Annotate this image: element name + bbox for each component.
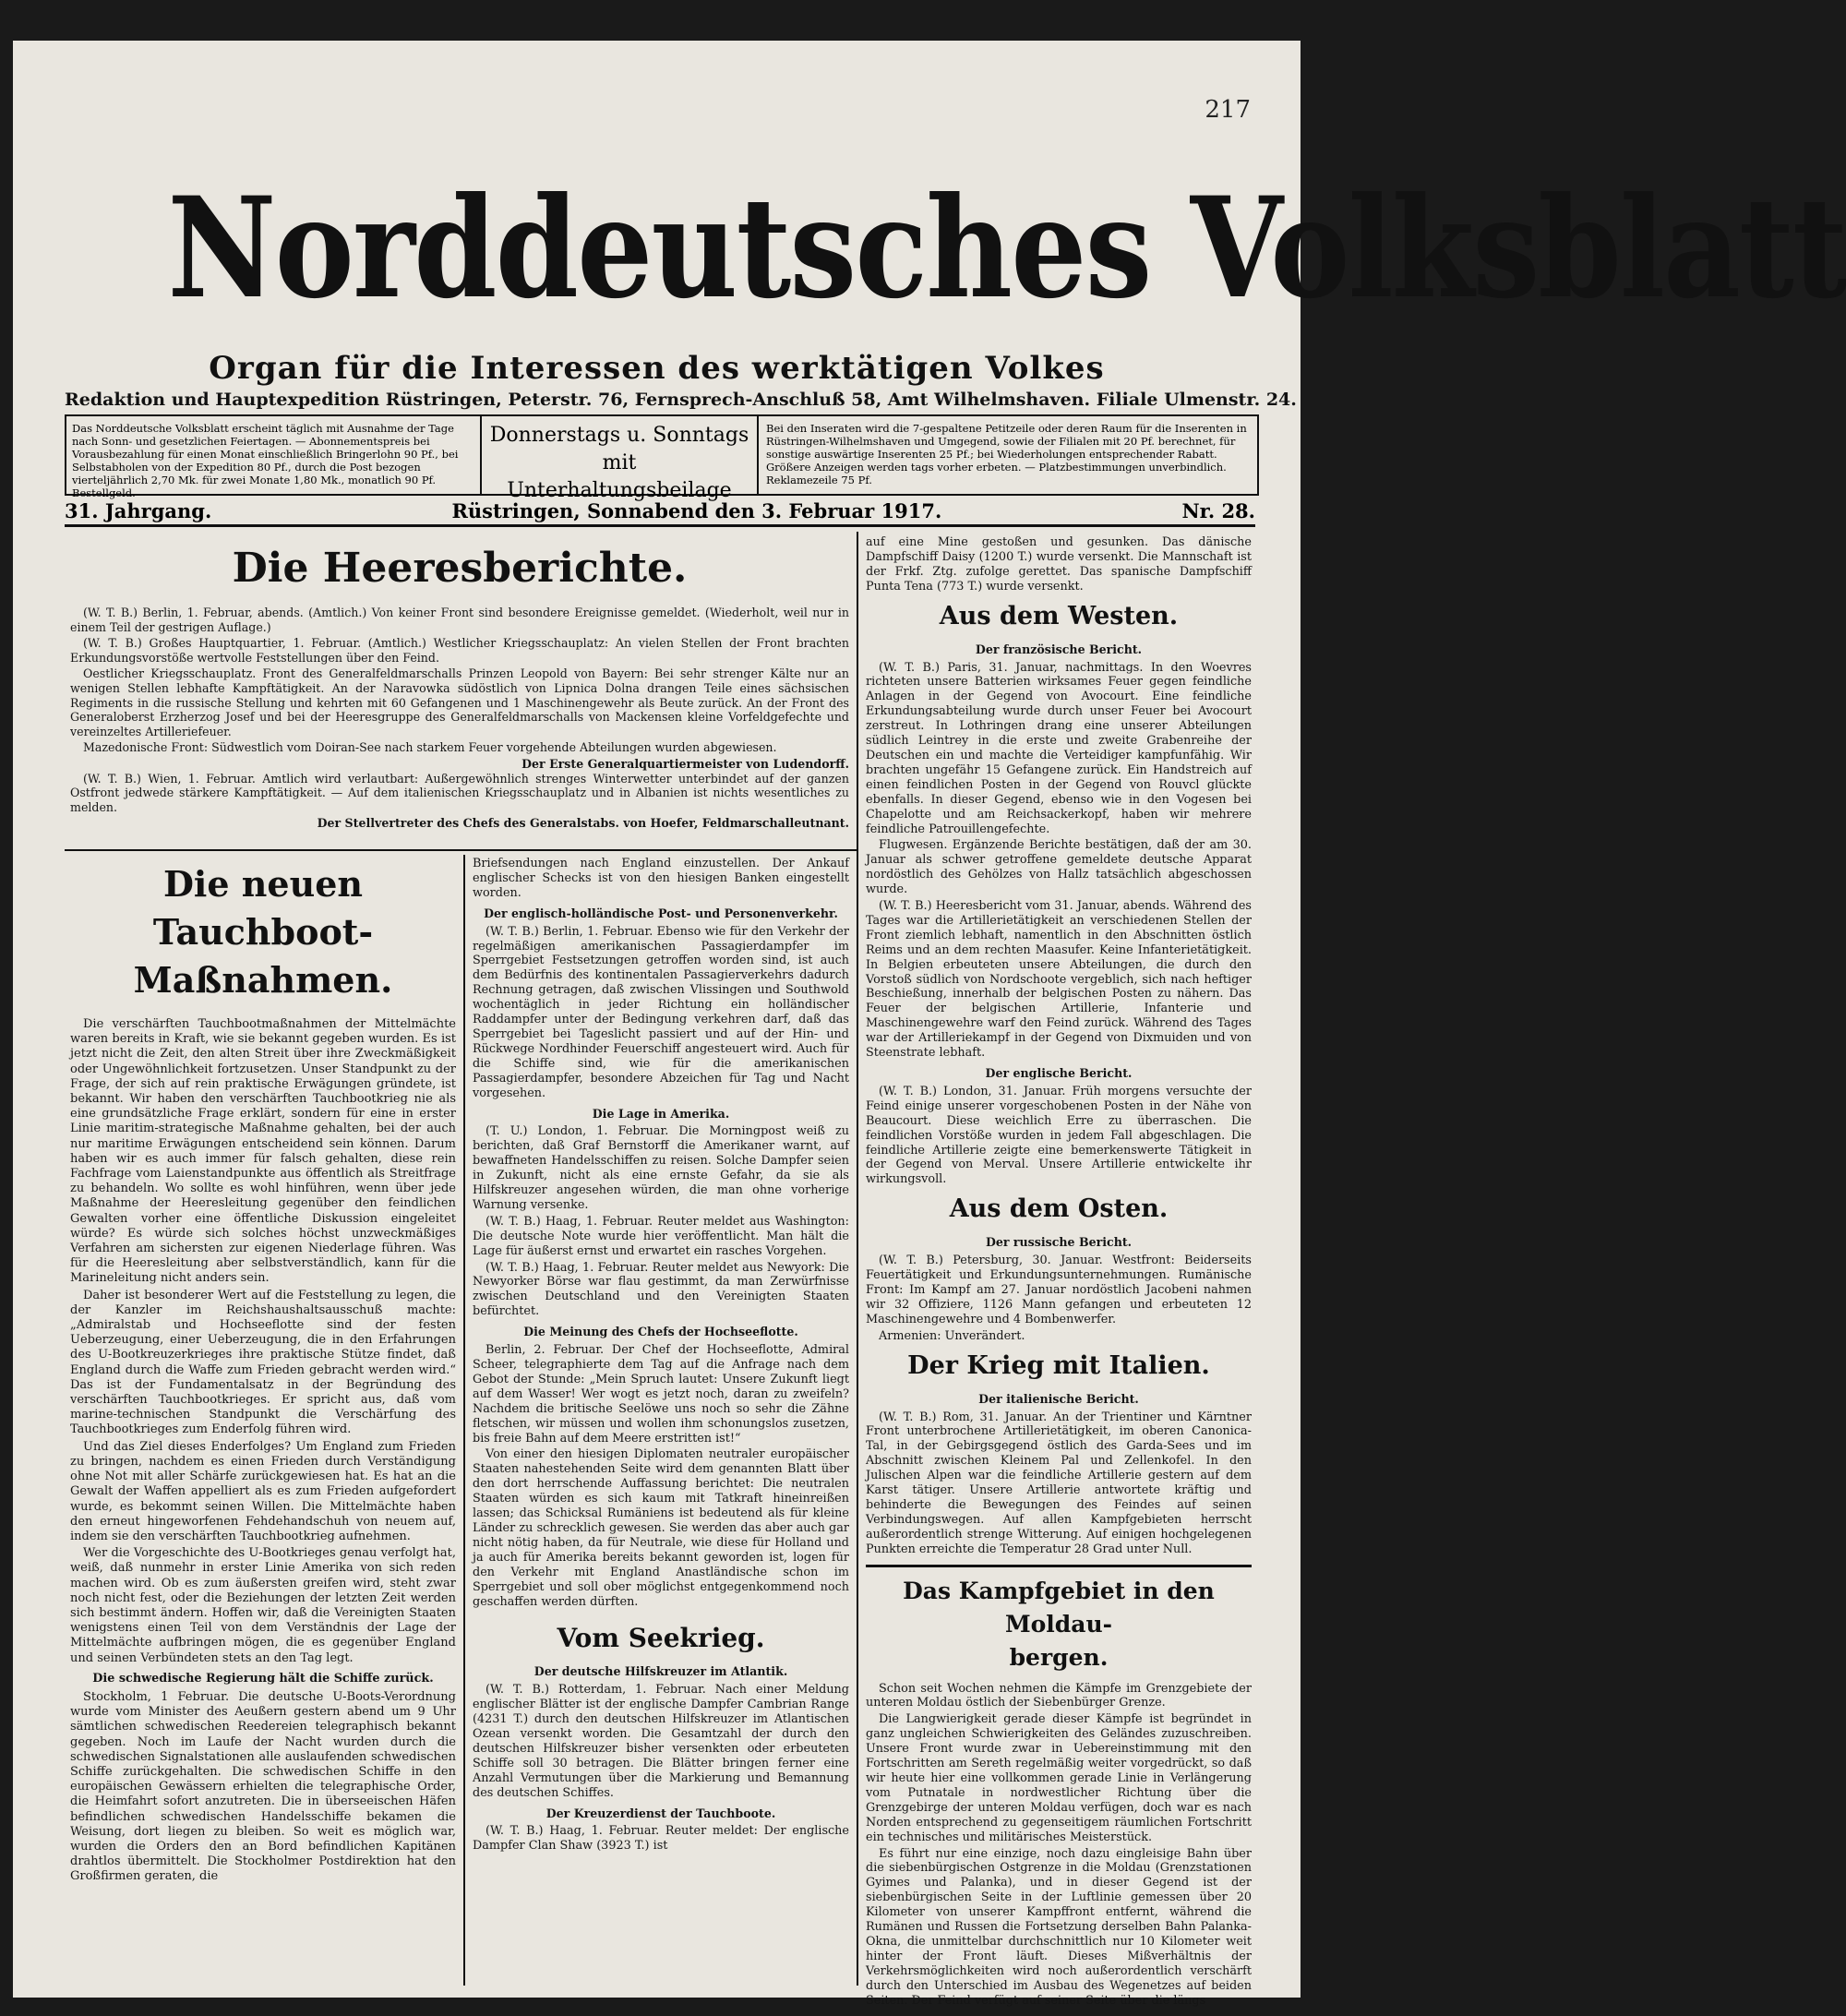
ital-paragraph: (W. T. B.) Rom, 31. Januar. An der Trientiner und Kärntner Front unterbrochene Artillerietätigkeit, im oberen Canonica-Tal, in der Gebirgsgegend östlich des Garda-Sees und im Abschnitt zwischen Kleinem Pal und Zellenkofel. In den Julischen Alpen war die feindliche Artillerie gestern auf dem Karst tätiger. Unsere Artillerie antwortete kräftig und behinderte die Bewegungen des Feindes auf seinen Verbindungswegen. Auf allen Kampfgebieten herrscht außerordentlich strenge Witterung. Auf einigen hochgelegenen Punkten erreichte die Temperatur 28 Grad unter Null. — [866, 1410, 1252, 1556]
osten-headline: Aus dem Osten. — [949, 1194, 1169, 1224]
tauchboot-article — [70, 860, 456, 1982]
subheading-italienisch: Der italienische Bericht. — [978, 1391, 1139, 1406]
hochsee-paragraph: Berlin, 2. Februar. Der Chef der Hochseeflotte, Admiral Scheer, telegraphierte dem Tag auf die Anfrage nach dem Gebot der Stunde: „Mein Spruch lautet: Unsere Zukunft liegt auf dem Wasser! Wer wogt es jetzt noch, daran zu zweifeln? Nachdem die britische Seelöwe uns noch so sehr die Zähne fletschen, wir müssen und wollen ihm schonungslos zusetzen, bis freie Bahn auf dem Meere erstritten ist!“ — [473, 1343, 849, 1446]
middle-column — [473, 857, 849, 1983]
italien-headline: Der Krieg mit Italien. — [907, 1350, 1210, 1380]
tauchboot-paragraph: Wer die Vorgeschichte des U-Bootkrieges genau verfolgt hat, weiß, daß nunmehr in erster Linie Amerika von sich reden machen wird. Ob es zum äußersten greifen wird, steht zwar noch nicht fest, oder die Beziehungen der letzten Zeit werden sich bestimmt ändern. Hoffen wir, daß die Vereinigten Staaten wenigstens einen Teil von dem Verständnis der Lage der Mittelmächte aufbringen mögen, die es gegenüber England und seinen Verbündeten stets an den Tag legt. — [70, 1546, 456, 1665]
russ-paragraph: (W. T. B.) Petersburg, 30. Januar. Westfront: Beiderseits Feuertätigkeit und Erkundungsunternehmungen. Rumänische Front: Im Kampf am 27. Januar nordöstlich Jacobeni nahmen wir 32 Offiziere, 1126 Mann gefangen und erbeuteten 12 Maschinengewehre und 4 Bombenwerfer. — [866, 1254, 1252, 1326]
middle-intro: Briefsendungen nach England einzustellen. Der Ankauf englischer Schecks ist von den hiesigen Banken eingestellt worden. — [473, 857, 849, 900]
right-intro: auf eine Mine gestoßen und gesunken. Das dänische Dampfschiff Daisy (1200 T.) wurde versenkt. Die Mannschaft ist der Frkf. Ztg. zufolge gerettet. Das spanische Dampfschiff Punta Tena (773 T.) wurde versenkt. — [866, 535, 1252, 594]
westen-headline: Aus dem Westen. — [939, 601, 1179, 630]
issue-number: Nr. 28. — [1181, 498, 1255, 522]
tauchboot-paragraph: Die verschärften Tauchbootmaßnahmen der Mittelmächte waren bereits in Kraft, wie sie bekannt gegeben wurden. Es ist jetzt nicht die Zeit, den alten Streit über ihre Zweckmäßigkeit oder Ungewöhnlichkeit fortzusetzen. Unser Standpunkt zu der Frage, der sich auf rein praktische Erwägungen gründete, ist bekannt. Wir haben den verschärften Tauchbootkrieg nie als eine grundsätzliche Frage erklärt, sondern für eine in erster Linie maritim-strategische Maßnahme gehalten, bei der auch nur maritime Erwägungen entscheidend sein können. Darum haben wir es auch immer für falsch gehalten, diese rein Fachfrage vom Laienstandpunkte aus öffentlich als Streitfrage zu behandeln. Wo sollte es wohl hinführen, wenn über jede Maßnahme der Heeresleitung gegenüber den feindlichen Gewalten vorher eine öffentliche Diskussion eingeleitet würde? Es würde sich solches höchst unzweckmäßiges Verfahren am sichersten zur eigenen Niederlage führen. Was für die Heeresleitung aber selbstverständlich, kann für die Marineleitung nicht anders sein. — [70, 1017, 456, 1286]
subheading-hollaendisch: Der englisch-holländische Post- und Personenverkehr. — [484, 906, 838, 920]
subheading-tauchboote: Der Kreuzerdienst der Tauchboote. — [545, 1806, 776, 1820]
advertising-info: Bei den Inseraten wird die 7-gespaltene Petitzeile oder deren Raum für die Inserenten in Rüstringen-Wilhelmshaven und Umgegend, sowie der Filialen mit 20 Pf. berechnet, für sonstige auswärtige Inserenten 25 Pf.; bei Wiederholungen entsprechender Rabatt. Größere Anzeigen werden tags vorher erbeten. — Platzbestimmungen unverbindlich. Reklamezeile 75 Pf. — [766, 422, 1247, 486]
franz-paragraph: (W. T. B.) Heeresbericht vom 31. Januar, abends. Während des Tages war die Artillerietätigkeit an verschiedenen Stellen der Front ziemlich lebhaft, namentlich in den Abschnitten östlich Reims und an dem rechten Maasufer. Keine Infanterietätigkeit. In Belgien erbeuteten unsere Abteilungen, die durch den Vorstoß südlich von Nordschoote vergeblich, sich nach heftiger Beschießung, innerhalb der belgischen Posten zu nähern. Das Feuer der belgischen Artillerie, Infanterie und Maschinengewehre warf den Feind zurück. Während des Tages war der Artilleriekampf in der Gegend von Dixmuiden und von Steenstrate lebhaft. — [866, 899, 1252, 1061]
moldau-paragraph: Es führt nur eine einzige, noch dazu eingleisige Bahn über die siebenbürgischen Ostgrenze in die Moldau (Grenzstationen Gyimes und Palanka), und in dieser Gegend ist der siebenbürgischen Seite in der Luftlinie gemessen über 20 Kilometer von unserer Kampffront entfernt, während die Rumänen und Russen die Fortsetzung derselben Bahn Palanka-Okna, die unmittelbar durchschnittlich nur 10 Kilometer weit hinter der Front läuft. Dieses Mißverhältnis der Verkehrsmöglichkeiten wird noch außerordentlich verschärft durch den Unterschied im Ausbau des Wegenetzes auf beiden Seiten. Der Feind verfügt auf seiner Seite über die längs — [866, 1846, 1252, 2008]
armenien-line: Armenien: Unverändert. — [879, 1328, 1025, 1343]
heeresberichte-article — [70, 539, 849, 831]
seekrieg-headline: Vom Seekrieg. — [557, 1623, 765, 1654]
moldau-paragraph: Die Langwierigkeit gerade dieser Kämpfe ist begründet in ganz ungleichen Schwierigkeiten des Geländes zuzuschreiben. Unsere Front wurde zwar in Uebereinstimmung mit den Fortschritten am Sereth regelmäßig weiter vorgedrückt, so daß wir heute hier eine vollkommen gerade Linie in Verlängerung vom Putnatale in nordwestlicher Richtung über die Grenzgebirge der unteren Moldau verfügen, doch war es nach Norden entsprechend zu gegenseitigem räumlichen Fortschritt ein technisches und militärisches Meisterstück. — [866, 1712, 1252, 1844]
volume-label: 31. Jahrgang. — [65, 498, 212, 522]
subheading-russisch: Der russische Bericht. — [985, 1235, 1133, 1250]
heeresberichte-headline: Die Heeresberichte. — [232, 545, 688, 592]
info-bar — [65, 414, 1259, 502]
subheading-hilfskreuzer: Der deutsche Hilfskreuzer im Atlantik. — [533, 1664, 788, 1679]
subscription-info: Das Norddeutsche Volksblatt erscheint täglich mit Ausnahme der Tage nach Sonn- und gesetzlichen Feiertagen. — Abonnementspreis bei Vorausbezahlung für einen Monat einschließlich Bringerlohn 90 Pf., bei Selbstabholen von der Expedition 80 Pf., durch die Post bezogen vierteljährlich 2,70 Mk. für zwei Monate 1,80 Mk., monatlich 90 Pf. Bestellgeld. — [66, 416, 482, 494]
masthead-title: Norddeutsches Volksblatt — [167, 167, 1846, 330]
heeresberichte-signature: Der Stellvertreter des Chefs des Generalstabs. von Hoefer, Feldmarschalleutnant. — [317, 816, 849, 831]
amerika-paragraph: (W. T. B.) Haag, 1. Februar. Reuter meldet aus Newyork: Die Newyorker Börse war flau gestimmt, da man Zerwürfnisse zwischen Deutschland und den Vereinigten Staaten befürchtet. — [473, 1260, 849, 1319]
right-column — [866, 535, 1252, 2008]
moldau-rule — [866, 1565, 1252, 1567]
franz-paragraph: (W. T. B.) Paris, 31. Januar, nachmittags. In den Woevres richteten unsere Batterien wirksames Feuer gegen feindliche Anlagen in der Gegend von Avocourt. Eine feindliche Erkundungsabteilung wurde durch unser Feuer bei Avocourt zerstreut. In Lothringen drang eine unserer Abteilungen südlich Leintrey in die erste und zweite Grabenreihe der Deutschen ein und machte die Verteidiger kampfunfähig. Wir brachten ungefähr 15 Gefangene zurück. Ein Handstreich auf einen feindlichen Posten in der Gegend von Rouvcl glückte ebenfalls. In dieser Gegend, ebenso wie in den Vogesen bei Chapelotte und am Reichsackerkopf, haben wir mehrere feindliche Patrouillengefechte. — [866, 660, 1252, 836]
subheading-franzoesisch: Der französische Bericht. — [975, 642, 1143, 656]
section-rule — [65, 849, 857, 851]
place-date: Rüstringen, Sonnabend den 3. Februar 1917. — [451, 498, 942, 522]
moldau-headline: Das Kampfgebiet in den Moldau- — [903, 1577, 1215, 1638]
masthead-subtitle: Organ für die Interessen des werktätigen Volkes — [209, 350, 1105, 387]
subheading-englisch: Der englische Bericht. — [985, 1066, 1133, 1080]
column-rule-right — [857, 532, 858, 1986]
tauchboot-paragraph: Daher ist besonderer Wert auf die Feststellung zu legen, die der Kanzler im Reichshaushaltsausschuß machte: „Admiralstab und Hochseeflotte sind der festen Ueberzeugung, einer Ueberzeugung, die in den Erfahrungen des U-Bootkreuzerkrieges ihre praktische Stütze findet, daß England durch die Waffe zum Frieden gebracht werden wird.“ Das ist der Fundamentalsatz in der Begründung des verschärften Tauchbootkrieges. Er spricht aus, daß vom marine-technischen Standpunkt die Verschärfung des Tauchbootkrieges zum Enderfolg führen wird. — [70, 1288, 456, 1437]
page-number: 217 — [1205, 96, 1251, 124]
subheading-amerika: Die Lage in Amerika. — [592, 1106, 730, 1121]
tauchboot-headline-2: Maßnahmen. — [133, 959, 393, 1001]
moldau-headline-2: bergen. — [1009, 1643, 1109, 1671]
moldau-paragraph: Schon seit Wochen nehmen die Kämpfe im Grenzgebiete der unteren Moldau östlich der Siebenbürger Grenze. — [866, 1681, 1252, 1710]
amerika-paragraph: (T. U.) London, 1. Februar. Die Morningpost weiß zu berichten, daß Graf Bernstorff die Amerikaner warnt, auf bewaffneten Handelsschiffen zu reisen. Solche Dampfer seien in Zukunft, nicht als eine ernste Gefahr, da sie als Hilfskreuzer angesehen würden, die man ohne vorherige Warnung versenke. — [473, 1124, 849, 1212]
hollaendisch-paragraph: (W. T. B.) Berlin, 1. Februar. Ebenso wie für den Verkehr der regelmäßigen amerikanischen Passagierdampfer im Sperrgebiet Festsetzungen getroffen worden sind, ist auch dem Bedürfnis des kontinentalen Passagierverkehrs dadurch Rechnung getragen, daß zwischen Vlissingen und Southwold wochentäglich in jeder Richtung ein holländischer Raddampfer unter der Bedingung verkehren darf, daß das Sperrgebiet bei Tageslicht passiert und auf der Hin- und Rückwege Nordhinder Feuerschiff angesteuert wird. Auch für die Schiffe sind, wie für die amerikanischen Passagierdampfer, besondere Abzeichen für Tag und Nacht vorgesehen. — [473, 924, 849, 1100]
schwedisch-paragraph: Stockholm, 1 Februar. Die deutsche U-Boots-Verordnung wurde vom Minister des Aeußern gestern abend um 9 Uhr sämtlichen schwedischen Reedereien telegraphisch bekannt gegeben. Noch im Laufe der Nacht wurden durch die schwedischen Signalstationen alle auslaufenden schwedischen Schiffe zurückgehalten. Die schwedischen Schiffe in den europäischen Gewässern erhielten die telegraphische Order, die Heimfahrt sofort anzutreten. Die in überseeischen Häfen befindlichen schwedischen Handelsschiffe bekamen die Weisung, dort liegen zu bleiben. So weit es möglich war, wurden die Orders den an Bord befindlichen Kapitänen drahtlos übermittelt. Die Stockholmer Postdirektion hat den Großfirmen geraten, die — [70, 1689, 456, 1884]
heeresberichte-signature: Der Erste Generalquartiermeister von Ludendorff. — [521, 756, 849, 771]
hochsee-paragraph: Von einer den hiesigen Diplomaten neutraler europäischer Staaten nahestehenden Seite wird dem genannten Blatt über den dort herrschende Auffassung berichtet: Die neutralen Staaten würden es sich kaum mit Tatkraft hineinreißen lassen; das Schicksal Rumäniens ist bedeutend als für kleine Länder zu schrecklich gewesen. Sie werden das aber auch gar nicht nötig haben, da für Neutrale, wie diese für Holland und ja auch für Amerika bereits bekannt geworden ist, logen für den Verkehr mit England Anastländische schon im Sperrgebiet und soll ober möglichst entgegenkommend noch geschaffen werden dürften. — [473, 1447, 849, 1609]
hilfskreuzer-paragraph: (W. T. B.) Rotterdam, 1. Februar. Nach einer Meldung englischer Blätter ist der englische Dampfer Cambrian Range (4231 T.) durch den deutschen Hilfskreuzer im Atlantischen Ozean versenkt worden. Die Gesamtzahl der durch den deutschen Hilfskreuzer bisher versenkten oder erbeuteten Schiffe soll 30 betragen. Die Blätter bringen ferner eine Anzahl Vermutungen über die Markierung und Bemannung des deutschen Schiffes. — [473, 1683, 849, 1800]
engl-paragraph: (W. T. B.) London, 31. Januar. Früh morgens versuchte der Feind einige unserer vorgeschobenen Posten in der Nähe von Beaucourt. Diese weichlich Erre zu überraschen. Die feindlichen Vorstöße wurden in jedem Fall abgeschlagen. Die feindliche Artillerie zeigte eine bemerkenswerte Tätigkeit in der Gegend von Merval. Unsere Artillerie entwickelte ihr wirkungsvoll. — [866, 1084, 1252, 1187]
tauchboot-paragraph: Und das Ziel dieses Enderfolges? Um England zum Frieden zu bringen, nachdem es einen Frieden durch Verständigung ohne Not mit aller Schärfe zurückgewiesen hat. Es hat an die Gewalt der Waffen appelliert als es zum Frieden aufgefordert wurde, es bekommt seinen Willen. Die Mittelmächte haben den erneut hingeworfenen Fehdehandschuh von neuem auf, indem sie den verschärften Tauchbootkrieg aufnehmen. — [70, 1439, 456, 1543]
flugwesen-paragraph: Flugwesen. Ergänzende Berichte bestätigen, daß der am 30. Januar als schwer getroffene gemeldete deutsche Apparat nordöstlich des Gehölzes von Hallz tatsächlich abgeschossen wurde. — [866, 838, 1252, 897]
heeresberichte-paragraph: Oestlicher Kriegsschauplatz. Front des Generalfeldmarschalls Prinzen Leopold von Bayern: Bei sehr strenger Kälte nur an wenigen Stellen lebhafte Kampftätigkeit. An der Naravowka südöstlich von Lipnica Dolna drangen Teile eines sächsischen Regiments in die russische Stellung und kehrten mit 60 Gefangenen und 1 Maschinengewehr als Beute zurück. An der Front des Generaloberst Erzherzog Josef und bei der Heeresgruppe des Generalfeldmarschalls von Mackensen kleine Vorfeldgefechte und vereinzeltes Artilleriefeuer. — [70, 666, 849, 738]
heeresberichte-paragraph: (W. T. B.) Berlin, 1. Februar, abends. (Amtlich.) Von keiner Front sind besondere Ereignisse gemeldet. (Wiederholt, weil nur in einem Teil der gestrigen Auflage.) — [70, 606, 849, 634]
tauchboote-paragraph: (W. T. B.) Haag, 1. Februar. Reuter meldet: Der englische Dampfer Clan Shaw (3923 T.) ist — [473, 1824, 849, 1854]
heeresberichte-paragraph: (W. T. B.) Großes Hauptquartier, 1. Februar. (Amtlich.) Westlicher Kriegsschauplatz: An vielen Stellen der Front brachten Erkundungsvorstöße wertvolle Feststellungen über den Feind. — [70, 636, 849, 665]
dateline — [65, 497, 1255, 527]
amerika-paragraph: (W. T. B.) Haag, 1. Februar. Reuter meldet aus Washington: Die deutsche Note wurde hier veröffentlicht. Man hält die Lage für äußerst ernst und erwartet ein rasches Vorgehen. — [473, 1214, 849, 1258]
contact-line: Redaktion und Hauptexpedition Rüstringen, Peterstr. 76, Fernsprech-Anschluß 58, Amt Wilhelmshaven. Filiale Ulmenstr. 24. — [65, 390, 1297, 410]
subheading-hochsee: Die Meinung des Chefs der Hochseeflotte. — [523, 1325, 798, 1339]
heeresberichte-paragraph: Mazedonische Front: Südwestlich vom Doiran-See nach starkem Feuer vorgehende Abteilungen wurden abgewiesen. — [83, 740, 777, 755]
newspaper-page — [13, 41, 1846, 2008]
supplement-note: Donnerstags u. Sonntags mit Unterhaltungsbeilage — [482, 416, 759, 494]
subheading-schwedisch: Die schwedische Regierung hält die Schiffe zurück. — [92, 1671, 434, 1686]
heeresberichte-paragraph: (W. T. B.) Wien, 1. Februar. Amtlich wird verlautbart: Außergewöhnlich strenges Winterwetter unterbindet auf der ganzen Ostfront jedwede stärkere Kampftätigkeit. — Auf dem italienischen Kriegsschauplatz und in Albanien ist nichts wesentliches zu melden. — [70, 771, 849, 814]
tauchboot-headline: Die neuen Tauchboot- — [152, 863, 374, 953]
column-rule-left — [463, 855, 465, 1986]
